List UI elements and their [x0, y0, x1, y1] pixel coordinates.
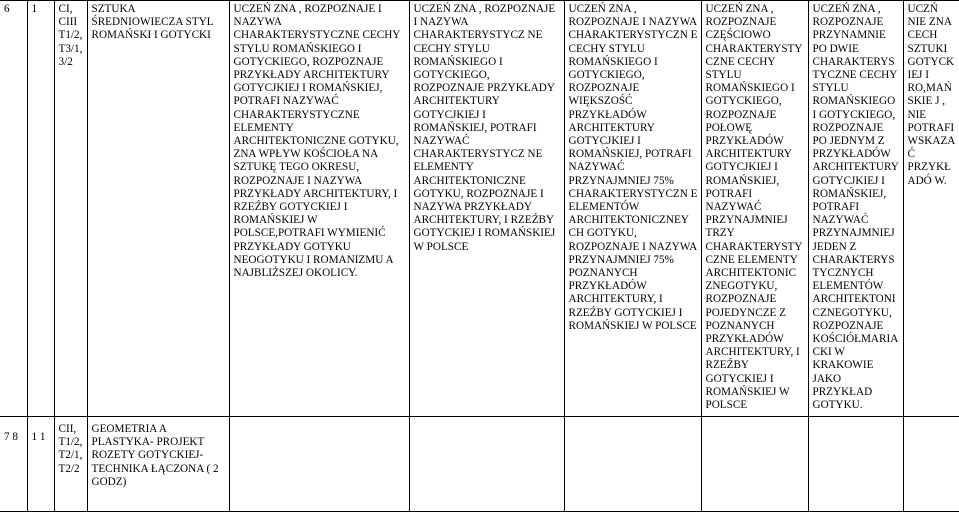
- requirement-cell: [229, 1, 409, 417]
- table-row: [0, 1, 959, 417]
- requirement-text: UCZEŃ ZNA , ROZPOZNAJE CZĘŚCIOWO CHARAKTERYSTY CZNE CECHY STYLU ROMAŃSKIEGO I GOTYCKIEGO, ROZPOZNAJE POŁOWĘ PRZYKŁADÓW ARCHITEKTURY GOTYCJKIEJ I ROMAŃSKIEJ, POTRAFI NAZYWAĆ PRZYNAJMNIEJ TRZY CHARAKTERYSTY CZNE ELEMENTY ARCHITEKTONIC ZNEGOTYKU, ROZPOZNAJE POJEDYNCZE Z POZNANYCH PRZYKŁADÓW ARCHITEKTURY, I RZEŹBY GOTYCKIEJ I ROMAŃSKIEJ W POLSCE: [705, 3, 803, 412]
- requirement-cell: [564, 1, 701, 417]
- requirement-text: UCZEŃ ZNA , ROZPOZNAJE PRZYNAMNIE PO DWIE CHARAKTERYS TYCZNE CECHY STYLU ROMAŃSKIEGO I GOTYCKIEGO, ROZPOZNAJE PO JEDNYM Z PRZYKŁADÓW ARCHITEKTURY GOTYCJKIEJ I ROMAŃSKIEJ, POTRAFI NAZYWAĆ PRZYNAJMNIEJ JEDEN Z CHARAKTERYS TYCZNYCH ELEMENTÓW ARCHITEKTONI CZNEGOTYKU, ROZPOZNAJE KOŚCIÓŁMARIA CKI W KRAKOWIE JAKO PRZYKŁAD GOTYKU.: [812, 3, 899, 412]
- requirement-text: UCZEŃ ZNA , ROZPOZNAJE I NAZYWA CHARAKTERYSTYCZN E CECHY STYLU ROMAŃSKIEGO I GOTYCKIEGO, ROZPOZNAJE WIĘKSZOŚĆ PRZYKŁADÓW ARCHITEKTURY GOTYCJKIEJ I ROMAŃSKIEJ, POTRAFI NAZYWAĆ PRZYNAJMNIEJ 75% CHARAKTERYSTYCZN E ELEMENTÓW ARCHITEKTONICZNEY CH GOTYKU, ROZPOZNAJE I NAZYWA PRZYNAJMNIEJ 75% POZNANYCH PRZYKŁADÓW ARCHITEKTURY, I RZEŹBY GOTYCKIEJ I ROMAŃSKIEJ W POLSCE: [568, 3, 698, 332]
- lesson-number-cell: [0, 1, 27, 417]
- requirement-cell: [701, 417, 808, 512]
- codes-cell: [54, 1, 87, 417]
- requirement-cell: [564, 417, 701, 512]
- requirement-cell: [903, 417, 959, 512]
- table-row: [0, 417, 959, 512]
- requirement-text: UCZŃ NIE ZNA CECH SZTUKI GOTYCKIEJ I RO,MAŃSKIE J , NIE POTRAFI WSKAZAĆ PRZYKŁADÓ W.: [907, 3, 956, 187]
- hours-count: 1: [31, 3, 38, 15]
- curriculum-codes: CI, CIII T1/2, T3/1, 3/2: [58, 3, 83, 68]
- requirement-cell: [409, 1, 564, 417]
- requirement-cell: [229, 417, 409, 512]
- hours-count: 1 1: [31, 431, 46, 443]
- requirement-cell: [409, 417, 564, 512]
- codes-cell: [54, 417, 87, 512]
- topic-cell: [87, 417, 229, 512]
- curriculum-codes: CII, T1/2, T2/1, T2/2: [58, 423, 83, 475]
- hours-cell: [27, 417, 54, 512]
- lesson-number: 7 8: [4, 431, 18, 443]
- topic-cell: [87, 1, 229, 417]
- lesson-topic: GEOMETRIA A PLASTYKA- PROJEKT ROZETY GOTYCKIEJ- TECHNIKA ŁĄCZONA ( 2 GODZ): [91, 423, 219, 488]
- requirement-cell: [808, 417, 903, 512]
- requirement-cell: [903, 1, 959, 417]
- lesson-number-cell: [0, 417, 27, 512]
- requirement-cell: [808, 1, 903, 417]
- lesson-topic: SZTUKA ŚREDNIOWIECZA STYL ROMAŃSKI I GOTYCKI: [91, 3, 214, 42]
- requirement-text: UCZEŃ ZNA , ROZPOZNAJE I NAZYWA CHARAKTERYSTYCZNE CECHY STYLU ROMAŃSKIEGO I GOTYCKIEGO, ROZPOZNAJE PRZYKŁADY ARCHITEKTURY GOTYCJKIEJ I ROMAŃSKIEJ, POTRAFI NAZYWAĆ CHARAKTERYSTYCZNE ELEMENTY ARCHITEKTONICZNE GOTYKU, ZNA WPŁYW KOŚCIOŁA NA SZTUKĘ TEGO OKRESU, ROZPOZNAJE I NAZYWA PRZYKŁADY ARCHITEKTURY, I RZEŹBY GOTYCKIEJ I ROMAŃSKIEJ W POLSCE,POTRAFI WYMIENIĆ PRZYKŁADY GOTYKU NEOGOTYKU I ROMANIZMU A NAJBLIŻSZEJ OKOLICY.: [233, 3, 400, 280]
- requirement-cell: [701, 1, 808, 417]
- hours-cell: [27, 1, 54, 417]
- lesson-number: 6: [4, 3, 10, 15]
- requirement-text: UCZEŃ ZNA , ROZPOZNAJE I NAZYWA CHARAKTERYSTYCZ NE CECHY STYLU ROMAŃSKIEGO I GOTYCKIEGO, ROZPOZNAJE PRZYKŁADY ARCHITEKTURY GOTYCJKIEJ I ROMAŃSKIEJ, POTRAFI NAZYWAĆ CHARAKTERYSTYCZ NE ELEMENTY ARCHITEKTONICZNE GOTYKU, ROZPOZNAJE I NAZYWA PRZYKŁADY ARCHITEKTURY, I RZEŹBY GOTYCKIEJ I ROMAŃSKIEJ W POLSCE: [413, 3, 556, 253]
